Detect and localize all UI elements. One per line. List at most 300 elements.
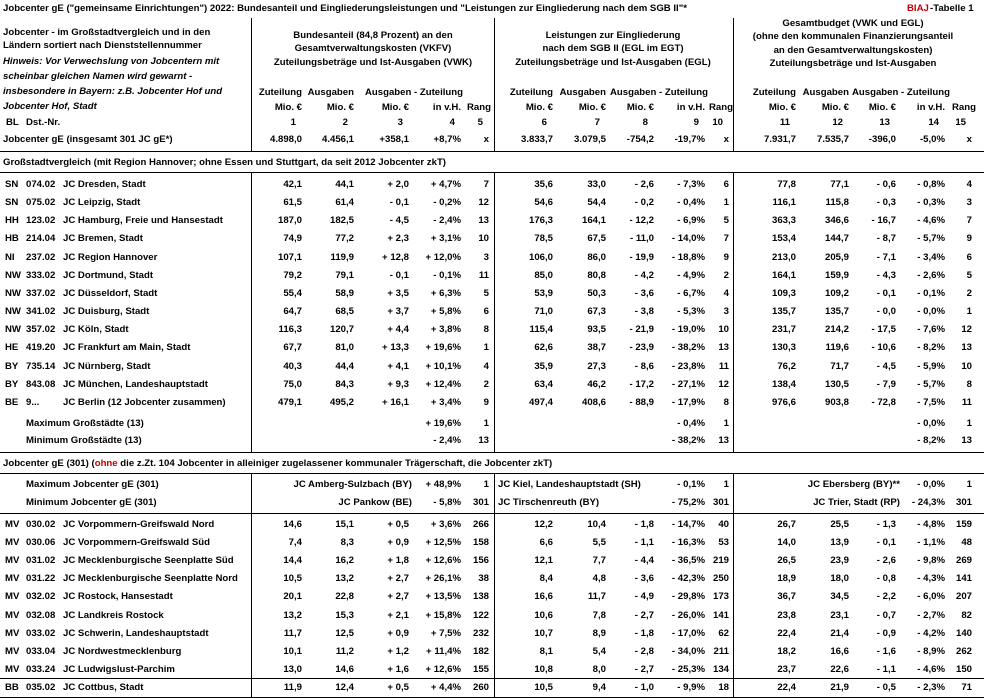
- value-cell: 58,9: [335, 288, 354, 299]
- value-cell: 23,7: [777, 664, 796, 675]
- unit-cell: Mio. €: [868, 102, 896, 113]
- value-cell: 12: [478, 197, 489, 208]
- section-header-grossstadt: Großstadtvergleich (mit Region Hannover; ohne Essen und Stuttgart, da seit 2012 Jobcenter zkT): [3, 157, 446, 168]
- value-cell: - 0,1%: [917, 288, 945, 299]
- value-cell: 6: [966, 252, 972, 263]
- group-header-line: (ohne den kommunalen Finanzierungsanteil: [752, 31, 954, 42]
- value-cell: - 3,4%: [917, 252, 945, 263]
- value-cell: 176,3: [528, 215, 553, 226]
- value-cell: 495,2: [329, 397, 354, 408]
- value-cell: 50,3: [587, 288, 606, 299]
- value-cell: 53: [718, 537, 729, 548]
- row-state: NW: [5, 306, 21, 317]
- column-number: 14: [928, 117, 939, 128]
- value-cell: 71,0: [534, 306, 553, 317]
- value-cell: + 0,5: [387, 682, 409, 693]
- summary-label: Maximum Jobcenter gE (301): [26, 479, 159, 490]
- row-state: BB: [5, 682, 19, 693]
- value-cell: - 8,9%: [917, 646, 945, 657]
- row-dst: 033.02: [26, 628, 56, 639]
- value-cell: - 7,9: [876, 379, 896, 390]
- value-cell: 8: [966, 379, 972, 390]
- section-line: [0, 172, 984, 173]
- value-cell: - 10,6: [871, 342, 896, 353]
- value-cell: 46,2: [587, 379, 606, 390]
- value-cell: 3: [483, 252, 489, 263]
- row-name: JC Köln, Stadt: [63, 324, 129, 335]
- value-cell: 231,7: [771, 324, 796, 335]
- value-cell: 18,9: [777, 573, 796, 584]
- value-cell: 1: [723, 479, 729, 490]
- value-cell: 9: [483, 397, 489, 408]
- left-header-line: Ländern sortiert nach Dienststellennummer: [3, 40, 202, 51]
- value-cell: + 0,9: [387, 628, 409, 639]
- row-dst: 123.02: [26, 215, 56, 226]
- value-cell: - 0,3: [876, 197, 896, 208]
- summary-jc-name: JC Pankow (BE): [338, 497, 412, 508]
- row-state: MV: [5, 610, 20, 621]
- value-cell: - 1,6: [876, 646, 896, 657]
- value-cell: 115,4: [529, 324, 553, 335]
- unit-cell: Mio. €: [525, 102, 553, 113]
- value-cell: - 0,1: [389, 270, 409, 281]
- value-cell: 40: [718, 519, 729, 530]
- value-cell: + 11,4%: [426, 646, 461, 657]
- section-line: [0, 473, 984, 474]
- value-cell: 11,7: [587, 591, 606, 602]
- left-header-line: Jobcenter - im Großstadtvergleich und in den: [3, 27, 211, 38]
- summary-label: Minimum Großstädte (13): [26, 435, 142, 446]
- value-cell: - 0,7: [876, 610, 896, 621]
- row-dst: 075.02: [26, 197, 56, 208]
- row-dst: 843.08: [26, 379, 56, 390]
- value-cell: 13,0: [283, 664, 302, 675]
- value-cell: - 17,0%: [671, 628, 705, 639]
- value-cell: 2: [483, 379, 489, 390]
- value-cell: 4: [483, 361, 489, 372]
- value-cell: 7,7: [592, 555, 606, 566]
- section-header-jobcenter: [3, 458, 552, 470]
- row-state: HE: [5, 342, 19, 353]
- value-cell: 10,6: [534, 610, 553, 621]
- sub-header-cell: Ausgaben - Zuteilung: [851, 87, 951, 98]
- value-cell: + 12,6%: [425, 555, 461, 566]
- value-cell: - 8,2%: [917, 435, 945, 446]
- value-cell: 269: [955, 555, 972, 566]
- value-cell: 1: [483, 479, 489, 490]
- sub-header-cell: Ausgaben - Zuteilung: [364, 87, 464, 98]
- row-dst: 074.02: [26, 179, 56, 190]
- value-cell: -19,7%: [674, 134, 705, 145]
- value-cell: 12: [718, 379, 729, 390]
- value-cell: - 5,7%: [917, 379, 945, 390]
- value-cell: 141: [712, 610, 729, 621]
- sub-header-cell: Zuteilung: [752, 87, 796, 98]
- value-cell: 7.931,7: [763, 134, 796, 145]
- value-cell: 214,2: [824, 324, 849, 335]
- summary-jc-name: JC Tirschenreuth (BY): [498, 497, 600, 508]
- row-state: MV: [5, 537, 20, 548]
- value-cell: + 0,5: [387, 519, 409, 530]
- value-cell: 1: [966, 418, 972, 429]
- value-cell: - 38,2%: [671, 435, 705, 446]
- value-cell: - 7,3%: [677, 179, 705, 190]
- group-header-line: Zuteilungsbeträge und Ist-Ausgaben (VWK): [273, 57, 473, 68]
- value-cell: + 1,8: [387, 555, 409, 566]
- value-cell: - 17,2: [629, 379, 654, 390]
- value-cell: 903,8: [824, 397, 849, 408]
- value-cell: + 2,1: [387, 610, 409, 621]
- value-cell: - 0,0%: [917, 479, 945, 490]
- row-state: MV: [5, 591, 20, 602]
- column-number: 15: [955, 117, 966, 128]
- column-number: 3: [397, 117, 403, 128]
- summary-label: Maximum Großstädte (13): [26, 418, 144, 429]
- value-cell: 18,0: [830, 573, 849, 584]
- value-cell: 67,7: [283, 342, 302, 353]
- row-name: JC Dresden, Stadt: [63, 179, 146, 190]
- row-state: BY: [5, 379, 19, 390]
- value-cell: - 0,0%: [917, 418, 945, 429]
- value-cell: - 6,7%: [677, 288, 705, 299]
- row-state: MV: [5, 573, 20, 584]
- section-header-part: die z.Zt. 104 Jobcenter in alleiniger zugelassener kommunaler Trägerschaft, die Jobcenter zkT): [117, 458, 553, 469]
- value-cell: - 4,4: [634, 555, 654, 566]
- value-cell: 135,7: [771, 306, 796, 317]
- unit-cell: Mio. €: [768, 102, 796, 113]
- total-label: Jobcenter gE (insgesamt 301 JC gE*): [3, 134, 173, 145]
- table-tag-suffix: -Tabelle 1: [930, 3, 974, 14]
- value-cell: 205,9: [824, 252, 849, 263]
- value-cell: - 2,3%: [917, 682, 945, 693]
- value-cell: 1: [723, 418, 729, 429]
- value-cell: 109,3: [771, 288, 796, 299]
- value-cell: - 0,0: [876, 306, 896, 317]
- value-cell: 13,2: [283, 610, 302, 621]
- value-cell: + 3,4%: [430, 397, 461, 408]
- value-cell: + 3,1%: [430, 233, 461, 244]
- value-cell: - 0,1%: [677, 479, 705, 490]
- row-state: BE: [5, 397, 19, 408]
- value-cell: 11,2: [335, 646, 354, 657]
- group-header-line: Bundesanteil (84,8 Prozent) an den: [293, 30, 453, 41]
- row-name: JC Rostock, Hansestadt: [63, 591, 173, 602]
- row-dst: 032.08: [26, 610, 56, 621]
- value-cell: - 5,3%: [677, 306, 705, 317]
- value-cell: 207: [955, 591, 972, 602]
- value-cell: - 0,1: [389, 197, 409, 208]
- row-name: JC München, Landeshauptstadt: [63, 379, 208, 390]
- value-cell: 9: [723, 252, 729, 263]
- column-number: 13: [879, 117, 890, 128]
- value-cell: 363,3: [771, 215, 796, 226]
- value-cell: + 13,3: [382, 342, 409, 353]
- value-cell: 67,3: [587, 306, 606, 317]
- value-cell: 13: [718, 342, 729, 353]
- value-cell: - 1,1: [876, 664, 896, 675]
- value-cell: 219: [712, 555, 729, 566]
- column-number: 7: [594, 117, 600, 128]
- value-cell: - 42,3%: [671, 573, 705, 584]
- value-cell: 26,5: [777, 555, 796, 566]
- value-cell: 13: [478, 215, 489, 226]
- group-header-line: Gesamtbudget (VWK und EGL): [782, 18, 924, 29]
- row-dst: 337.02: [26, 288, 56, 299]
- value-cell: 78,5: [534, 233, 553, 244]
- value-cell: - 2,8: [634, 646, 654, 657]
- value-cell: 138: [472, 591, 489, 602]
- value-cell: - 23,9: [629, 342, 654, 353]
- col-bl-label: BL: [6, 117, 19, 128]
- value-cell: 10,4: [587, 519, 606, 530]
- row-state: MV: [5, 519, 20, 530]
- value-cell: 8,0: [592, 664, 606, 675]
- value-cell: + 12,5%: [425, 537, 461, 548]
- value-cell: 497,4: [528, 397, 553, 408]
- row-state: NW: [5, 324, 21, 335]
- value-cell: - 4,3%: [917, 573, 945, 584]
- value-cell: 64,7: [283, 306, 302, 317]
- value-cell: 14,6: [283, 519, 302, 530]
- value-cell: 93,5: [587, 324, 606, 335]
- value-cell: 141: [955, 573, 972, 584]
- value-cell: 1: [483, 342, 489, 353]
- column-number: 1: [290, 117, 296, 128]
- value-cell: 22,4: [777, 682, 796, 693]
- value-cell: 4.898,0: [269, 134, 302, 145]
- group-header-line: Gesamtverwaltungskosten (VKFV): [294, 43, 452, 54]
- value-cell: - 0,1: [876, 288, 896, 299]
- value-cell: 10,5: [534, 682, 553, 693]
- value-cell: 71,7: [830, 361, 849, 372]
- row-name: JC Mecklenburgische Seenplatte Nord: [63, 573, 238, 584]
- row-state: NW: [5, 288, 21, 299]
- value-cell: - 4,5: [876, 361, 896, 372]
- value-cell: - 3,8: [634, 306, 654, 317]
- value-cell: + 3,7: [387, 306, 409, 317]
- value-cell: x: [723, 134, 729, 145]
- value-cell: 61,5: [283, 197, 302, 208]
- value-cell: 119,9: [330, 252, 354, 263]
- value-cell: - 0,1: [876, 537, 896, 548]
- row-name: JC Nürnberg, Stadt: [63, 361, 151, 372]
- value-cell: - 4,9: [634, 591, 654, 602]
- row-name: JC Nordwestmecklenburg: [63, 646, 182, 657]
- sub-header-cell: Ausgaben: [802, 87, 849, 98]
- value-cell: + 2,0: [387, 179, 409, 190]
- value-cell: 26,7: [777, 519, 796, 530]
- value-cell: 71: [961, 682, 972, 693]
- value-cell: 4.456,1: [321, 134, 354, 145]
- value-cell: 54,4: [587, 197, 606, 208]
- value-cell: - 4,5: [389, 215, 409, 226]
- value-cell: - 19,9: [629, 252, 654, 263]
- row-name: JC Berlin (12 Jobcenter zusammen): [63, 397, 226, 408]
- value-cell: 13: [961, 435, 972, 446]
- hint-line: Hinweis: Vor Verwechslung von Jobcentern mit: [3, 56, 220, 67]
- row-dst: 031.22: [26, 573, 56, 584]
- value-cell: 33,0: [587, 179, 606, 190]
- table-tag-prefix: BIAJ: [907, 3, 929, 14]
- value-cell: 7.535,7: [816, 134, 849, 145]
- value-cell: - 2,4%: [433, 215, 461, 226]
- value-cell: 130,5: [824, 379, 849, 390]
- value-cell: - 17,5: [871, 324, 896, 335]
- value-cell: 81,0: [335, 342, 354, 353]
- value-cell: - 2,7%: [917, 610, 945, 621]
- row-name: JC Ludwigslust-Parchim: [63, 664, 175, 675]
- value-cell: 156: [472, 555, 489, 566]
- value-cell: + 12,4%: [425, 379, 461, 390]
- value-cell: 107,1: [277, 252, 302, 263]
- column-number: 8: [642, 117, 648, 128]
- value-cell: - 5,7%: [917, 233, 945, 244]
- value-cell: 4,8: [592, 573, 606, 584]
- column-divider: [733, 172, 734, 452]
- value-cell: - 17,9%: [671, 397, 705, 408]
- value-cell: + 1,6: [387, 664, 409, 675]
- value-cell: 138,4: [771, 379, 796, 390]
- value-cell: 35,9: [534, 361, 553, 372]
- value-cell: + 0,9: [387, 537, 409, 548]
- value-cell: 10: [478, 233, 489, 244]
- value-cell: 260: [472, 682, 489, 693]
- row-name: JC Cottbus, Stadt: [63, 682, 144, 693]
- value-cell: - 8,6: [634, 361, 654, 372]
- value-cell: - 5,9%: [917, 361, 945, 372]
- row-state: NI: [5, 252, 15, 263]
- value-cell: 5: [723, 215, 729, 226]
- value-cell: 7: [483, 179, 489, 190]
- row-dst: 9...: [26, 397, 40, 408]
- row-name: JC Frankfurt am Main, Stadt: [63, 342, 191, 353]
- column-divider: [733, 18, 734, 151]
- row-name: JC Leipzig, Stadt: [63, 197, 141, 208]
- value-cell: 153,4: [771, 233, 796, 244]
- value-cell: 6: [483, 306, 489, 317]
- value-cell: 7,4: [288, 537, 302, 548]
- row-dst: 031.02: [26, 555, 56, 566]
- value-cell: 77,8: [777, 179, 796, 190]
- value-cell: 36,7: [777, 591, 796, 602]
- value-cell: 12,5: [335, 628, 354, 639]
- value-cell: 1: [483, 418, 489, 429]
- value-cell: 9: [966, 233, 972, 244]
- value-cell: 13: [478, 435, 489, 446]
- value-cell: - 29,8%: [671, 591, 705, 602]
- value-cell: + 12,8: [382, 252, 409, 263]
- value-cell: - 9,8%: [917, 555, 945, 566]
- unit-cell: Mio. €: [821, 102, 849, 113]
- value-cell: 67,5: [587, 233, 606, 244]
- value-cell: + 16,1: [382, 397, 409, 408]
- value-cell: 8: [723, 397, 729, 408]
- value-cell: 8,3: [340, 537, 354, 548]
- value-cell: - 19,0%: [671, 324, 705, 335]
- value-cell: 53,9: [534, 288, 553, 299]
- value-cell: 8: [483, 324, 489, 335]
- value-cell: - 7,5%: [917, 397, 945, 408]
- sub-header-cell: Zuteilung: [509, 87, 553, 98]
- value-cell: 11: [718, 361, 729, 372]
- value-cell: 62: [718, 628, 729, 639]
- value-cell: 23,1: [830, 610, 849, 621]
- section-line: [0, 151, 984, 152]
- value-cell: 11: [478, 270, 489, 281]
- value-cell: - 21,9: [629, 324, 654, 335]
- summary-label: Minimum Jobcenter gE (301): [26, 497, 157, 508]
- value-cell: 38: [478, 573, 489, 584]
- summary-jc-name: JC Kiel, Landeshauptstadt (SH): [498, 479, 641, 490]
- value-cell: 8,1: [539, 646, 553, 657]
- value-cell: - 16,7: [871, 215, 896, 226]
- row-state: MV: [5, 664, 20, 675]
- value-cell: 16,2: [335, 555, 354, 566]
- value-cell: 10,7: [534, 628, 553, 639]
- value-cell: 479,1: [277, 397, 302, 408]
- value-cell: 10,5: [283, 573, 302, 584]
- row-dst: 214.04: [26, 233, 56, 244]
- value-cell: 13: [961, 342, 972, 353]
- column-number: 4: [449, 117, 455, 128]
- value-cell: - 26,0%: [671, 610, 705, 621]
- value-cell: 144,7: [824, 233, 849, 244]
- value-cell: 116,3: [278, 324, 302, 335]
- value-cell: 14,0: [777, 537, 796, 548]
- row-name: JC Hamburg, Freie und Hansestadt: [63, 215, 223, 226]
- value-cell: - 75,2%: [671, 497, 705, 508]
- value-cell: - 0,2%: [433, 197, 461, 208]
- value-cell: 116,1: [772, 197, 796, 208]
- value-cell: 22,4: [777, 628, 796, 639]
- value-cell: - 4,3: [876, 270, 896, 281]
- value-cell: 18,2: [777, 646, 796, 657]
- value-cell: - 2,6: [876, 555, 896, 566]
- value-cell: 21,4: [830, 628, 849, 639]
- value-cell: 42,1: [283, 179, 302, 190]
- value-cell: +8,7%: [433, 134, 461, 145]
- value-cell: 75,0: [283, 379, 302, 390]
- value-cell: 159: [955, 519, 972, 530]
- value-cell: 8,4: [539, 573, 553, 584]
- col-dst-label: Dst.-Nr.: [26, 117, 61, 128]
- value-cell: 77,1: [830, 179, 849, 190]
- value-cell: - 4,2: [634, 270, 654, 281]
- column-number: 2: [342, 117, 348, 128]
- value-cell: + 3,8%: [430, 324, 461, 335]
- value-cell: + 5,8%: [430, 306, 461, 317]
- row-dst: 030.06: [26, 537, 56, 548]
- column-number: 10: [712, 117, 723, 128]
- value-cell: - 16,3%: [671, 537, 705, 548]
- sub-header-cell: Ausgaben: [559, 87, 606, 98]
- value-cell: 135,7: [824, 306, 849, 317]
- value-cell: 63,4: [534, 379, 553, 390]
- value-cell: 122: [472, 610, 489, 621]
- value-cell: - 11,0: [629, 233, 654, 244]
- column-number: 9: [693, 117, 699, 128]
- column-divider: [494, 172, 495, 452]
- column-number: 6: [541, 117, 547, 128]
- value-cell: - 0,8: [876, 573, 896, 584]
- column-divider: [494, 473, 495, 698]
- value-cell: 408,6: [581, 397, 606, 408]
- row-dst: 030.02: [26, 519, 56, 530]
- value-cell: - 0,0%: [917, 306, 945, 317]
- value-cell: 213,0: [771, 252, 796, 263]
- unit-cell: Mio. €: [326, 102, 354, 113]
- value-cell: 74,9: [283, 233, 302, 244]
